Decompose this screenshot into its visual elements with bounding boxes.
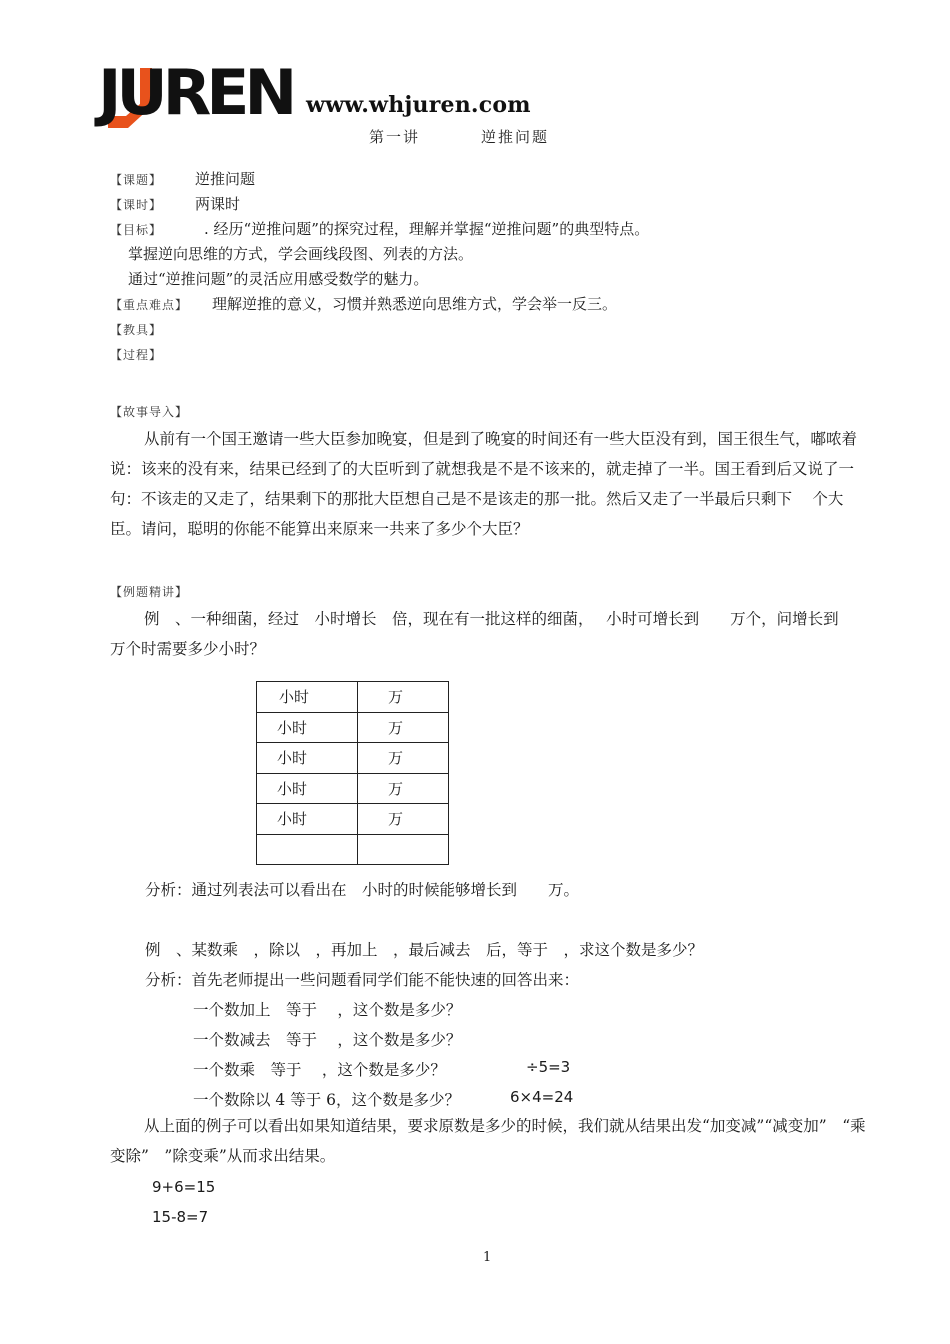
page-number: 1	[483, 1250, 492, 1265]
table-row	[257, 712, 449, 743]
logo-wordmark	[97, 56, 293, 129]
hours-label: 【课时】	[110, 198, 163, 212]
table-cell	[358, 834, 449, 865]
table-cell: 小时	[257, 804, 358, 835]
goals-line-2: 掌握逆向思维的方式，学会画线段图、列表的方法。	[128, 245, 474, 263]
topic-label: 【课题】	[110, 173, 163, 187]
goals-line-1: . 经历“逆推问题”的探究过程，理解并掌握“逆推问题”的典型特点。	[204, 220, 650, 238]
table-row	[257, 804, 449, 835]
table-cell: 小时	[257, 682, 358, 713]
keypoints-value: 理解逆推的意义，习惯并熟悉逆向思维方式，学会举一反三。	[212, 295, 618, 313]
table-cell: 万	[358, 712, 449, 743]
table-cell: 万	[358, 743, 449, 774]
story-text: 从前有一个国王邀请一些大臣参加晚宴，但是到了晚宴的时间还有一些大臣没有到，国王很生气，嘟哝着说：该来的没有来，结果已经到了的大臣听到了就想我是不是不该来的，就走掉了一半。国王看到后又说了一句：不该走的又走了，结果剩下的那批大臣想自己是不是该走的那一批。然后又走了一半最后只剩下 个大臣。请问，聪明的你能不能算出来原来一共来了多少个大臣？	[110, 430, 858, 538]
table-row	[257, 743, 449, 774]
hours-value: 两课时	[195, 195, 241, 213]
question-2: 一个数减去 等于 ，这个数是多少？	[193, 1031, 462, 1049]
topic-value: 逆推问题	[195, 170, 256, 188]
lesson-number: 第一讲	[369, 128, 421, 146]
table-cell	[257, 834, 358, 865]
table-cell: 万	[358, 682, 449, 713]
example-2-conclusion: 从上面的例子可以看出如果知道结果，要求原数是多少的时候，我们就从结果出发“加变减”“减变加” “乘变除” ”除变乘”从而求出结果。	[110, 1117, 866, 1165]
growth-table	[256, 681, 449, 865]
example-1-text: 例 、一种细菌，经过 小时增长 倍，现在有一批这样的细菌， 小时可增长到 万个，问增长到 万个时需要多少小时？	[110, 610, 870, 658]
question-3: 一个数乘 等于 ，这个数是多少？	[193, 1061, 446, 1079]
table-row	[257, 773, 449, 804]
prep-label: 【教具】	[110, 323, 163, 337]
juren-logo	[97, 56, 531, 129]
table-row	[257, 834, 449, 865]
goals-line-3: 通过“逆推问题”的灵活应用感受数学的魅力。	[128, 270, 429, 288]
story-label: 【故事导入】	[110, 405, 189, 419]
question-4: 一个数除以 4 等于 6，这个数是多少？	[193, 1091, 461, 1109]
table-cell: 万	[358, 804, 449, 835]
example-1-analysis: 分析：通过列表法可以看出在 小时的时候能够增长到 万。	[145, 881, 580, 899]
examples-label: 【例题精讲】	[110, 585, 189, 599]
table-row	[257, 682, 449, 713]
table-cell: 小时	[257, 773, 358, 804]
example-2-text: 例 、某数乘 ，除以 ，再加上 ，最后减去 后，等于 ，求这个数是多少？	[145, 941, 704, 959]
keypoints-label: 【重点难点】	[110, 298, 189, 312]
logo-url: www.whjuren.com	[306, 92, 531, 118]
table-cell: 万	[358, 773, 449, 804]
calc-line-2: 15-8=7	[152, 1208, 209, 1226]
question-4-answer: 6×4=24	[510, 1088, 574, 1106]
calc-line-1: 9+6=15	[152, 1178, 216, 1196]
process-label: 【过程】	[110, 348, 163, 362]
table-cell: 小时	[257, 712, 358, 743]
question-3-answer: ÷5=3	[526, 1058, 571, 1076]
table-cell: 小时	[257, 743, 358, 774]
goals-label: 【目标】	[110, 223, 163, 237]
logo-text: JUREN	[97, 56, 293, 129]
example-2-analysis: 分析：首先老师提出一些问题看同学们能不能快速的回答出来：	[145, 971, 580, 989]
lesson-title: 逆推问题	[481, 128, 550, 146]
question-1: 一个数加上 等于 ，这个数是多少？	[193, 1001, 462, 1019]
